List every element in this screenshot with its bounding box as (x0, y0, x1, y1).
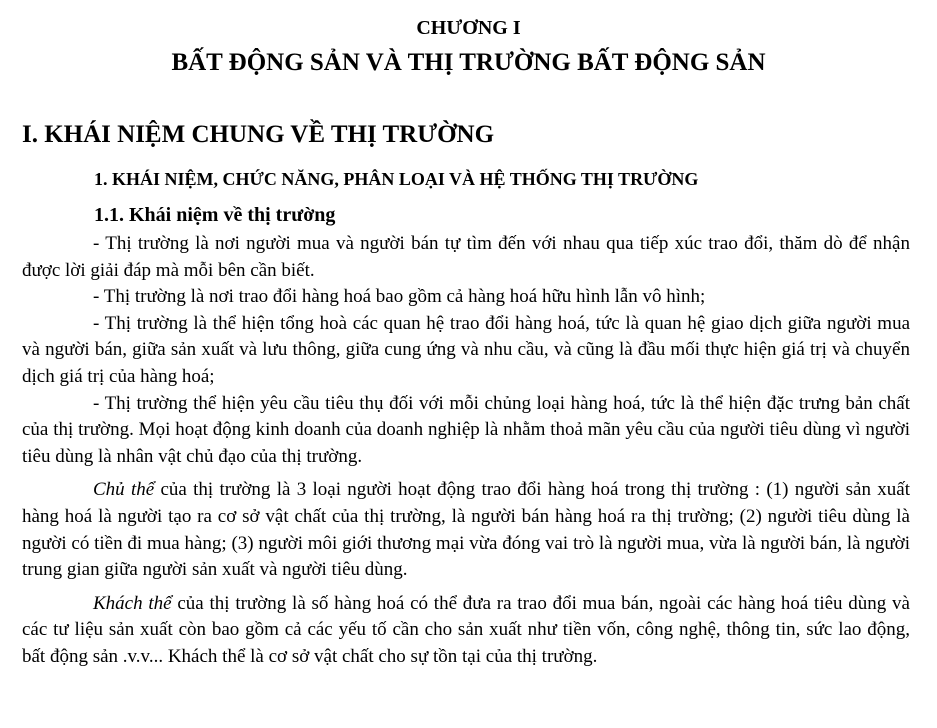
paragraph-market-subject (22, 477, 910, 583)
paragraph-market-definition-3: - Thị trường là thể hiện tổng hoà các quan hệ trao đổi hàng hoá, tức là quan hệ giao dịch giữa người mua và người bán, giữa sản xuất và lưu thông, giữa cung ứng và nhu cầu, và cũng là đầu mối thực hiện giá trị và chuyển dịch giá trị của hàng hoá; (22, 312, 910, 387)
paragraph-market-object (22, 591, 910, 671)
chapter-label: CHƯƠNG I (416, 17, 521, 39)
term-subject: Chủ thể (93, 479, 155, 501)
paragraph-object-text: của thị trường là số hàng hoá có thể đưa ra trao đổi mua bán, ngoài các hàng hoá tiêu dùng và các tư liệu sản xuất còn bao gồm cả các yếu tố cần cho sản xuất như tiền vốn, công nghệ, thông tin, sức lao động, bất động sản .v.v... Khách thể là cơ sở vật chất cho sự tồn tại của thị trường. (22, 592, 910, 667)
subsection-title: 1. KHÁI NIỆM, CHỨC NĂNG, PHÂN LOẠI VÀ HỆ THỐNG THỊ TRƯỜNG (94, 169, 699, 189)
subsubsection-title: 1.1. Khái niệm về thị trường (94, 204, 336, 226)
section-title: I. KHÁI NIỆM CHUNG VỀ THỊ TRƯỜNG (22, 121, 495, 148)
paragraph-market-definition-4: - Thị trường thể hiện yêu cầu tiêu thụ đối với mỗi chủng loại hàng hoá, tức là thể hiện đặc trưng bản chất của thị trường. Mọi hoạt động kinh doanh của doanh nghiệp là nhằm thoả mãn yêu cầu của người tiêu dùng vì người tiêu dùng là nhân vật chủ đạo của thị trường. (22, 392, 910, 467)
term-object: Khách thể (93, 592, 172, 614)
body-text (22, 231, 910, 671)
chapter-title: BẤT ĐỘNG SẢN VÀ THỊ TRƯỜNG BẤT ĐỘNG SẢN (171, 49, 766, 76)
paragraph-market-definition-1: - Thị trường là nơi người mua và người bán tự tìm đến với nhau qua tiếp xúc trao đổi, thăm dò để nhận được lời giải đáp mà mỗi bên cần biết. (22, 233, 910, 281)
paragraph-market-definition-2: - Thị trường là nơi trao đổi hàng hoá bao gồm cả hàng hoá hữu hình lẫn vô hình; (93, 286, 706, 308)
paragraph-subject-text: của thị trường là 3 loại người hoạt động trao đổi hàng hoá trong thị trường : (1) người sản xuất hàng hoá là người tạo ra cơ sở vật chất của thị trường, là người bán hàng hoá ra thị trường; (2) người tiêu dùng là người có tiền đi mua hàng; (3) người môi giới thương mại vừa đóng vai trò là người mua, vừa là người bán, là người trung gian giữa người sản xuất và người tiêu dùng. (22, 479, 910, 581)
